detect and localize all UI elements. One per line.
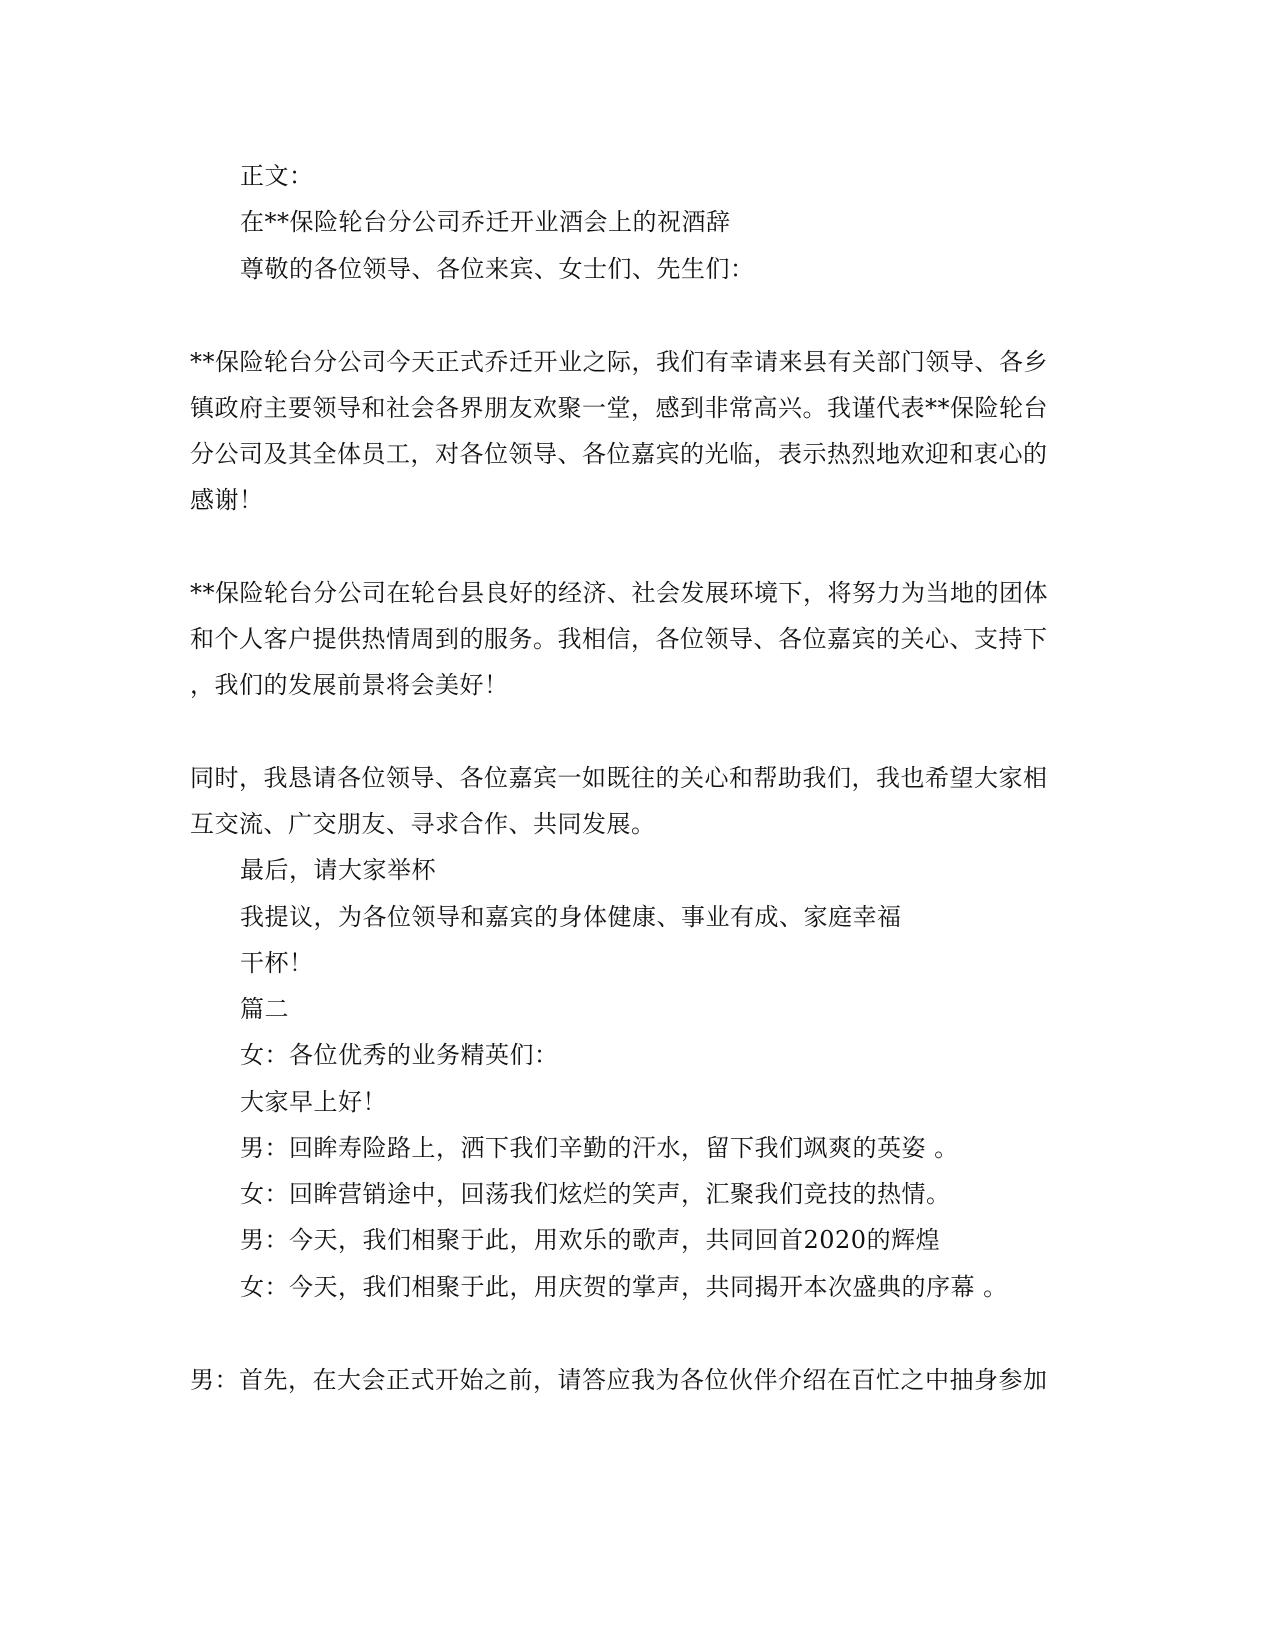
paragraph-line: 最后，请大家举杯	[240, 856, 436, 884]
speech-title: 在**保险轮台分公司乔迁开业酒会上的祝酒辞	[240, 208, 731, 236]
paragraph-line: 我提议，为各位领导和嘉宾的身体健康、事业有成、家庭幸福	[240, 903, 902, 931]
dialogue-line: 男：今天，我们相聚于此，用欢乐的歌声，共同回首2020的辉煌	[240, 1226, 941, 1254]
paragraph-line: ，我们的发展前景将会美好！	[190, 671, 509, 699]
paragraph-line: 互交流、广交朋友、寻求合作、共同发展。	[190, 810, 656, 838]
paragraph-line: 和个人客户提供热情周到的服务。我相信，各位领导、各位嘉宾的关心、支持下	[190, 625, 1048, 653]
dialogue-line: 男：首先，在大会正式开始之前，请答应我为各位伙伴介绍在百忙之中抽身参加	[190, 1366, 1048, 1394]
paragraph-line: 镇政府主要领导和社会各界朋友欢聚一堂，感到非常高兴。我谨代表**保险轮台	[190, 394, 1048, 422]
paragraph-line: 分公司及其全体员工，对各位领导、各位嘉宾的光临，表示热烈地欢迎和衷心的	[190, 440, 1048, 468]
body-label: 正文：	[240, 162, 314, 190]
dialogue-line: 女：回眸营销途中，回荡我们炫烂的笑声，汇聚我们竞技的热情。	[240, 1180, 951, 1208]
paragraph-line: 同时，我恳请各位领导、各位嘉宾一如既往的关心和帮助我们，我也希望大家相	[190, 764, 1048, 792]
dialogue-line: 女：今天，我们相聚于此，用庆贺的掌声，共同揭开本次盛典的序幕 。	[240, 1273, 1008, 1301]
paragraph-line: **保险轮台分公司在轮台县良好的经济、社会发展环境下，将努力为当地的团体	[190, 579, 1048, 607]
dialogue-line: 男：回眸寿险路上，洒下我们辛勤的汗水，留下我们飒爽的英姿 。	[240, 1134, 959, 1162]
dialogue-line: 女：各位优秀的业务精英们：	[240, 1041, 559, 1069]
section-heading: 篇二	[240, 995, 289, 1023]
paragraph-line: 感谢！	[190, 486, 264, 514]
paragraph-line: **保险轮台分公司今天正式乔迁开业之际，我们有幸请来县有关部门领导、各乡	[190, 348, 1048, 376]
salutation: 尊敬的各位领导、各位来宾、女士们、先生们：	[240, 255, 755, 283]
paragraph-line: 干杯！	[240, 949, 314, 977]
dialogue-line: 大家早上好！	[240, 1088, 387, 1116]
